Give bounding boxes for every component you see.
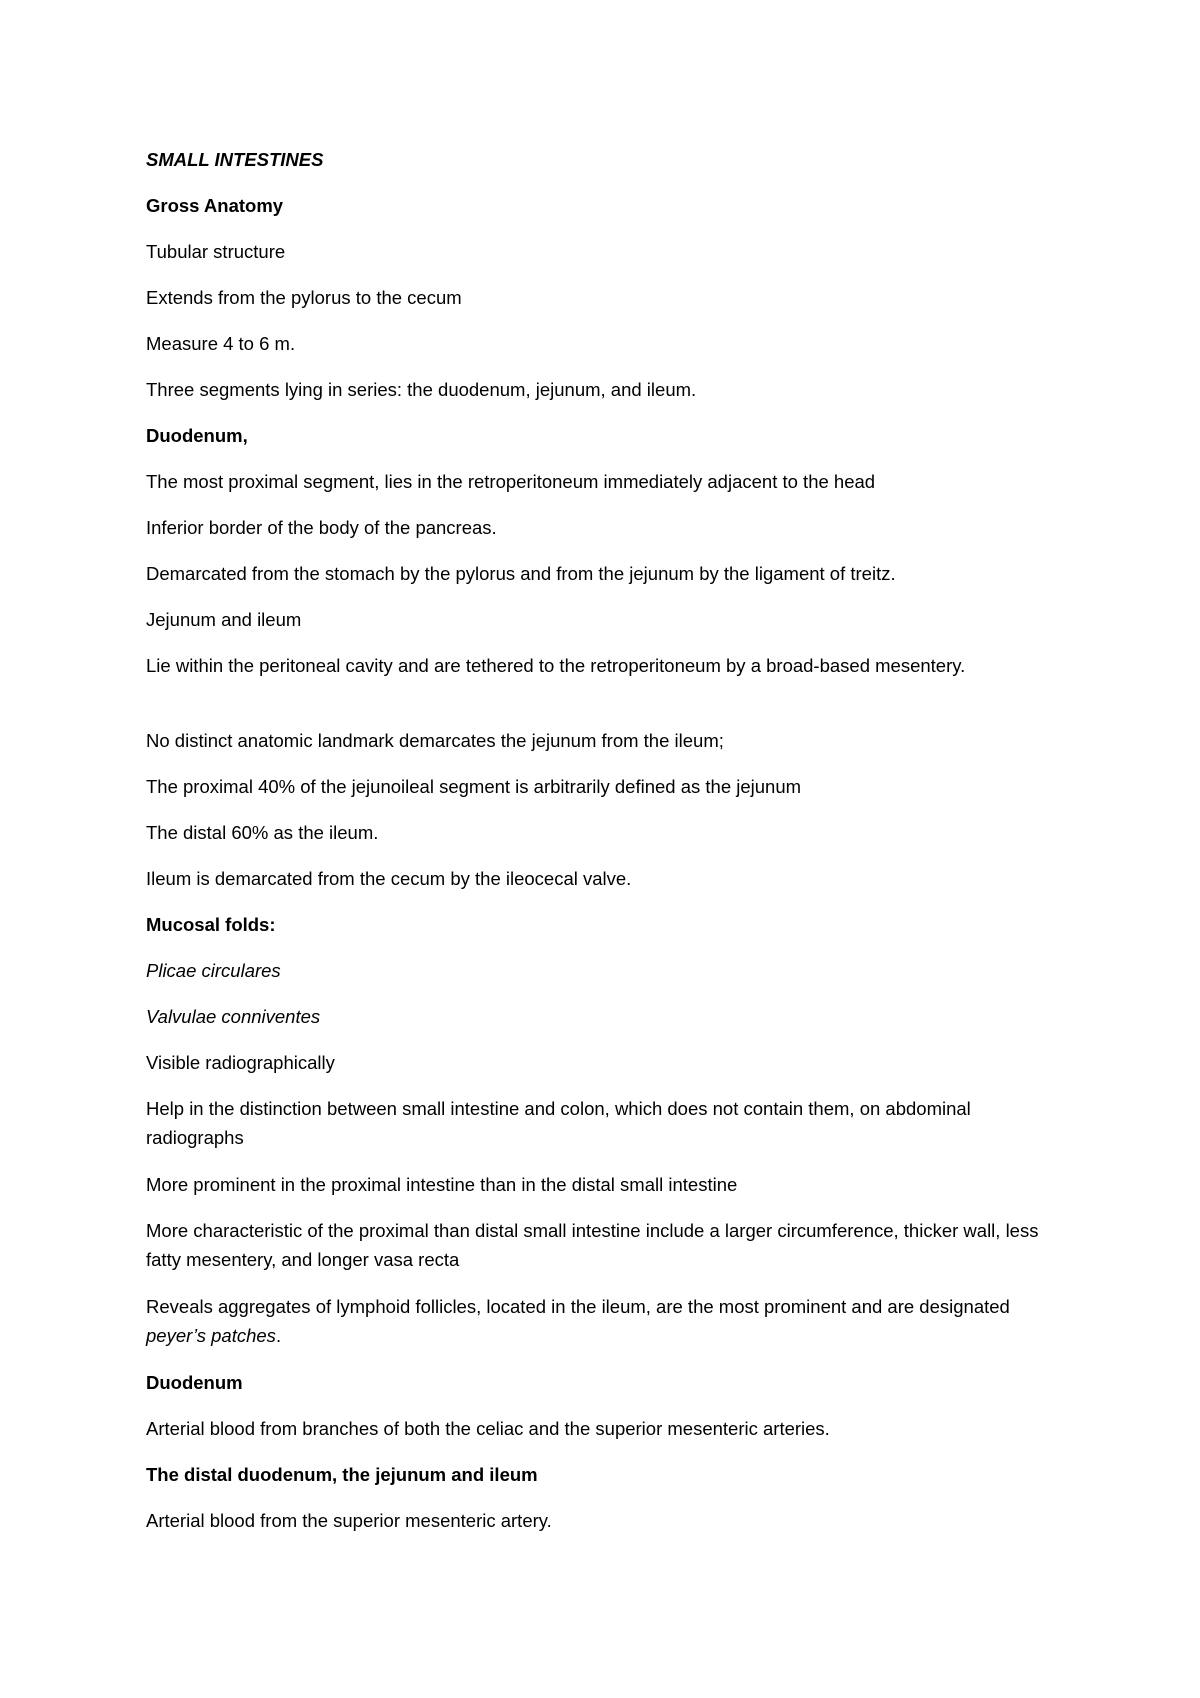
paragraph: Jejunum and ileum bbox=[146, 609, 302, 630]
paragraph: Arterial blood from the superior mesenteric artery. bbox=[146, 1510, 552, 1531]
paragraph: Lie within the peritoneal cavity and are tethered to the retroperitoneum by a broad-based mesentery. bbox=[146, 655, 966, 676]
paragraph: The proximal 40% of the jejunoileal segment is arbitrarily defined as the jejunum bbox=[146, 776, 802, 797]
paragraph: Ileum is demarcated from the cecum by the ileocecal valve. bbox=[146, 868, 632, 889]
paragraph: Gross Anatomy bbox=[146, 195, 284, 216]
paragraph bbox=[146, 1292, 1066, 1350]
paragraph-suffix: . bbox=[275, 1325, 282, 1346]
paragraph: Tubular structure bbox=[146, 241, 286, 262]
paragraph: More characteristic of the proximal than distal small intestine include a larger circumference, thicker wall, less fatty mesentery, and longer vasa recta bbox=[146, 1220, 1039, 1270]
paragraph: Valvulae conniventes bbox=[146, 1006, 321, 1027]
paragraph: The distal 60% as the ileum. bbox=[146, 822, 379, 843]
paragraph: No distinct anatomic landmark demarcates the jejunum from the ileum; bbox=[146, 730, 724, 751]
paragraph: Demarcated from the stomach by the pylorus and from the jejunum by the ligament of treitz. bbox=[146, 563, 896, 584]
document-title: SMALL INTESTINES bbox=[146, 149, 324, 170]
paragraph: More prominent in the proximal intestine than in the distal small intestine bbox=[146, 1174, 738, 1195]
paragraph: Measure 4 to 6 m. bbox=[146, 333, 296, 354]
paragraph: The distal duodenum, the jejunum and ileum bbox=[146, 1464, 538, 1485]
paragraph: The most proximal segment, lies in the retroperitoneum immediately adjacent to the head bbox=[146, 471, 876, 492]
paragraph: Three segments lying in series: the duodenum, jejunum, and ileum. bbox=[146, 379, 697, 400]
paragraph: Inferior border of the body of the pancreas. bbox=[146, 517, 497, 538]
paragraph: Visible radiographically bbox=[146, 1052, 335, 1073]
paragraph: Duodenum, bbox=[146, 425, 248, 446]
paragraph: Arterial blood from branches of both the celiac and the superior mesenteric arteries. bbox=[146, 1418, 830, 1439]
paragraph: Help in the distinction between small intestine and colon, which does not contain them, on abdominal radiographs bbox=[146, 1098, 971, 1148]
paragraph-text: Reveals aggregates of lymphoid follicles, located in the ileum, are the most prominent and are designated bbox=[146, 1296, 1010, 1317]
paragraph-italic-term: peyer’s patches bbox=[146, 1325, 276, 1346]
paragraph: Plicae circulares bbox=[146, 960, 281, 981]
paragraph: Extends from the pylorus to the cecum bbox=[146, 287, 462, 308]
paragraph: Duodenum bbox=[146, 1372, 243, 1393]
paragraph: Mucosal folds: bbox=[146, 914, 276, 935]
